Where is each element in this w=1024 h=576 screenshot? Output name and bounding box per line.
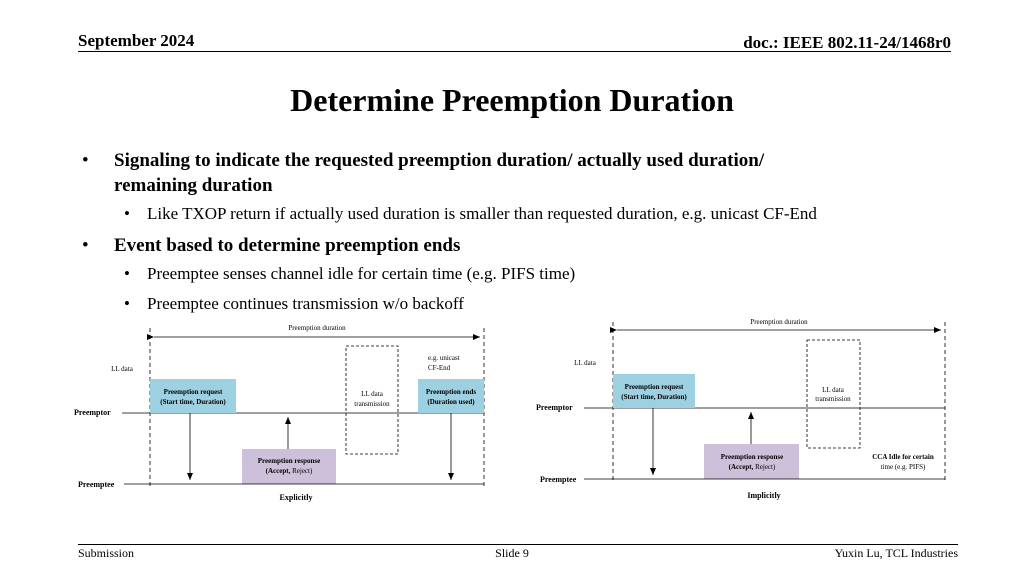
ll-data-block bbox=[807, 340, 860, 448]
bullet-dot-icon: • bbox=[124, 264, 130, 283]
diagram-explicit bbox=[74, 324, 484, 502]
implicit-caption: Implicitly bbox=[747, 491, 781, 500]
duration-label: Preemption duration bbox=[288, 324, 346, 332]
preemptee-label: Preemptee bbox=[78, 480, 115, 489]
cca-idle-text-2: time (e.g. PIFS) bbox=[880, 463, 926, 471]
header-doc-id: doc.: IEEE 802.11-24/1468r0 bbox=[743, 33, 951, 52]
bullet-text: Signaling to indicate the requested preemption duration/ actually used duration/ bbox=[114, 150, 765, 171]
ll-data-label: LL data bbox=[574, 359, 596, 367]
header-date: September 2024 bbox=[78, 31, 195, 50]
preemption-ends-box bbox=[418, 379, 484, 413]
accept-text: (Accept, bbox=[265, 467, 291, 475]
preemption-request-box bbox=[613, 374, 695, 408]
footer-rule bbox=[78, 544, 958, 545]
ll-data-label: LL data bbox=[111, 365, 133, 373]
bullet-text: Event based to determine preemption ends bbox=[114, 235, 461, 256]
bullet-dot-icon: • bbox=[124, 294, 130, 313]
footer-slide-number: Slide 9 bbox=[495, 546, 529, 560]
sub-bullet-text: Preemptee senses channel idle for certain time (e.g. PIFS time) bbox=[147, 264, 576, 283]
sub-bullet-text: Like TXOP return if actually used duration is smaller than requested duration, e.g. unicast CF-End bbox=[147, 204, 817, 223]
preemptor-label: Preemptor bbox=[74, 408, 111, 417]
explicit-caption: Explicitly bbox=[279, 493, 313, 502]
preemption-response-box bbox=[704, 444, 799, 479]
ll-data-text: LL data bbox=[822, 386, 844, 394]
cfend-label-2: CF-End bbox=[428, 364, 451, 372]
slide-title: Determine Preemption Duration bbox=[290, 82, 734, 118]
preemption-response-text: Preemption response bbox=[720, 453, 784, 461]
preemption-response-text-2 bbox=[729, 463, 776, 471]
footer-submission: Submission bbox=[78, 546, 135, 560]
reject-text: Reject) bbox=[290, 467, 313, 475]
preemption-request-text-2: (Start time, Duration) bbox=[160, 398, 226, 406]
footer-author: Yuxin Lu, TCL Industries bbox=[834, 546, 958, 560]
bullet-dot-icon: • bbox=[82, 150, 89, 171]
preemption-ends-text: Preemption ends bbox=[425, 388, 477, 396]
cca-idle-text: CCA Idle for certain bbox=[872, 453, 934, 461]
bullet-text-cont: remaining duration bbox=[114, 175, 273, 196]
ll-data-text-2: transmission bbox=[815, 395, 851, 403]
sub-bullet-text: Preemptee continues transmission w/o backoff bbox=[147, 294, 464, 313]
reject-text: Reject) bbox=[753, 463, 776, 471]
cfend-label: e.g. unicast bbox=[428, 354, 460, 362]
ll-data-text-2: transmission bbox=[354, 400, 390, 408]
ll-data-text: LL data bbox=[361, 390, 383, 398]
accept-text: (Accept, bbox=[728, 463, 754, 471]
bullet-dot-icon: • bbox=[82, 235, 89, 256]
preemption-ends-text-2: (Duration used) bbox=[427, 398, 475, 406]
preemption-request-text: Preemption request bbox=[163, 388, 223, 396]
preemption-response-text-2 bbox=[266, 467, 313, 475]
preemption-response-text: Preemption response bbox=[257, 457, 321, 465]
bullet-dot-icon: • bbox=[124, 204, 130, 223]
diagram-implicit bbox=[536, 318, 945, 500]
preemptee-label: Preemptee bbox=[540, 475, 577, 484]
preemption-request-text: Preemption request bbox=[624, 383, 684, 391]
preemption-request-box bbox=[150, 379, 236, 413]
preemptor-label: Preemptor bbox=[536, 403, 573, 412]
preemption-request-text-2: (Start time, Duration) bbox=[621, 393, 687, 401]
duration-label: Preemption duration bbox=[750, 318, 808, 326]
